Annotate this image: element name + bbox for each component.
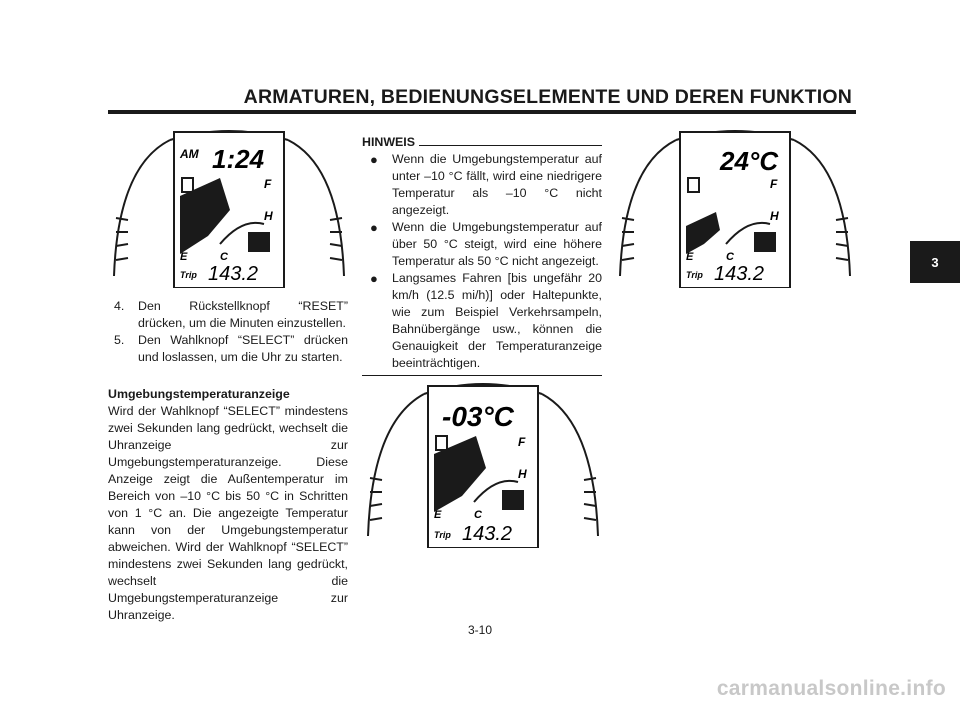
- temperature-readout: -03°C: [442, 401, 514, 432]
- svg-text:E: E: [434, 509, 442, 521]
- svg-text:H: H: [518, 467, 527, 481]
- section-body: Wird der Wahlknopf “SELECT” mindestens zwei Sekunden lang gedrückt, wechselt die Uhranzeige zur Umgebungstemperaturanzeige. Diese Anzeige zeigt die Außentemperatur im Bereich von –10 °C bis 50 °C in Schritten von 1 °C an. Die angezeigte Temperatur kann von der Umgebungstemperatur abweichen. Wird der Wahlknopf “SELECT” mindestens zwei Sekunden lang gedrückt, wechselt die Umgebungstemperaturanzeige zur Uhranzeige.: [108, 404, 348, 622]
- step-number: 5.: [114, 333, 125, 347]
- coolant-icon: [502, 490, 524, 510]
- svg-text:H: H: [770, 209, 779, 223]
- am-label: AM: [180, 147, 199, 161]
- svg-text:E: E: [180, 251, 188, 263]
- svg-text:C: C: [726, 251, 734, 263]
- clock-readout: 1:24: [212, 144, 265, 174]
- svg-text:Trip: Trip: [434, 530, 451, 540]
- coolant-icon: [754, 232, 776, 252]
- trip-readout: 143.2: [462, 523, 513, 545]
- header-rule: [108, 110, 856, 114]
- svg-text:H: H: [264, 209, 273, 223]
- step-item: [112, 298, 348, 332]
- instruction-steps: [112, 298, 348, 366]
- chapter-tab: 3: [910, 241, 960, 283]
- step-text: Den Wahlknopf “SELECT” drücken und loslassen, um die Uhr zu starten.: [138, 333, 348, 364]
- note-bullet: [370, 219, 602, 270]
- note-bullet: [370, 270, 602, 372]
- ambient-temperature-section: [108, 386, 348, 624]
- svg-text:Trip: Trip: [686, 270, 703, 280]
- step-item: [112, 332, 348, 366]
- trip-readout: 143.2: [714, 263, 765, 285]
- bullet-dot-icon: ●: [370, 271, 378, 286]
- note-header-rule: [419, 145, 602, 146]
- coolant-icon: [248, 232, 270, 252]
- step-text: Den Rückstellknopf “RESET” drücken, um die Minuten einzustellen.: [138, 299, 348, 330]
- note-bullet-text: Langsames Fahren [bis ungefähr 20 km/h (12.5 mi/h)] oder Haltepunkte, wie zum Beispiel Verkehrsampeln, Bahnübergänge usw., können die Genauigkeit der Temperaturanzeige beeinträchtigen.: [392, 271, 602, 370]
- note-bullet-text: Wenn die Umgebungstemperatur auf über 50 °C steigt, wird eine höhere Temperatur als 50 °C nicht angezeigt.: [392, 220, 602, 268]
- note-heading: HINWEIS: [362, 135, 416, 149]
- note-box: [362, 134, 602, 376]
- note-header: [362, 134, 602, 151]
- bullet-dot-icon: ●: [370, 220, 378, 235]
- note-end-rule: [362, 375, 602, 376]
- note-bullet-text: Wenn die Umgebungstemperatur auf unter –10 °C fällt, wird eine niedrigere Temperatur als –10 °C nicht angezeigt.: [392, 152, 602, 217]
- watermark: carmanualsonline.info: [716, 677, 946, 700]
- svg-text:C: C: [220, 251, 228, 263]
- page-header: [108, 86, 856, 114]
- section-heading: Umgebungstemperaturanzeige: [108, 387, 290, 401]
- svg-text:F: F: [770, 177, 778, 191]
- meter-illustration-3: [362, 378, 604, 548]
- svg-text:E: E: [686, 251, 694, 263]
- step-number: 4.: [114, 299, 125, 313]
- figure-temperature-positive: [614, 126, 856, 288]
- svg-text:Trip: Trip: [180, 270, 197, 280]
- svg-text:C: C: [474, 509, 482, 521]
- meter-illustration-2: [614, 126, 856, 288]
- figure-temperature-negative: [362, 378, 604, 548]
- svg-text:F: F: [518, 435, 526, 449]
- page-number: 3-10: [467, 623, 493, 637]
- page-title: ARMATUREN, BEDIENUNGSELEMENTE UND DEREN FUNKTION: [243, 86, 852, 108]
- temperature-readout: 24°C: [720, 146, 779, 176]
- bullet-dot-icon: ●: [370, 152, 378, 167]
- svg-text:F: F: [264, 177, 272, 191]
- meter-illustration-1: [108, 126, 350, 288]
- trip-readout: 143.2: [208, 263, 259, 285]
- note-bullet: [370, 151, 602, 219]
- figure-clock-display: [108, 126, 350, 288]
